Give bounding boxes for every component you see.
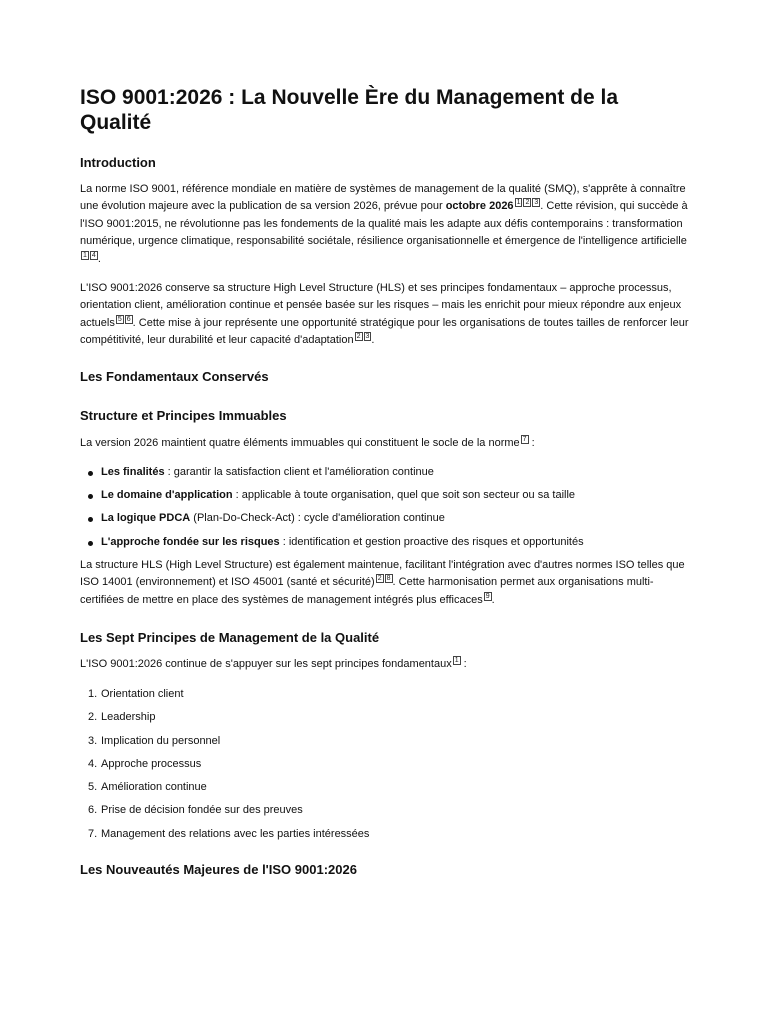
hls-text-continued: . Cette harmonisation permet aux organisations multi-certifiées de mettre en place des systèmes de management intégrés plus efficaces [80, 576, 654, 606]
structure-heading: Structure et Principes Immuables [80, 408, 287, 423]
list-item-text: Approche processus [101, 757, 202, 770]
list-item-term: La logique PDCA [101, 512, 191, 525]
intro-p1-text: La norme ISO 9001, référence mondiale en matière de systèmes de management de la qualité (SMQ), s'apprête à connaître une évolution majeure avec la publication de sa version 2026, prévue pour [80, 183, 686, 213]
list-item-term: L'approche fondée sur les risques [101, 535, 280, 548]
list-item-text: Prise de décision fondée sur des preuves [101, 804, 303, 817]
novelties-heading: Les Nouveautés Majeures de l'ISO 9001:2026 [80, 862, 357, 877]
citation-ref[interactable]: 3 [365, 333, 370, 341]
list-item [80, 756, 700, 779]
citation-ref[interactable]: 7 [522, 436, 527, 443]
citation-ref[interactable]: 1 [454, 657, 459, 664]
list-item-text: Implication du personnel [101, 734, 221, 747]
list-item-text: : identification et gestion proactive des risques et opportunités [279, 535, 584, 548]
immutable-elements-list [80, 464, 700, 557]
list-number: 5. [88, 781, 98, 794]
structure-intro [80, 435, 690, 452]
list-item-text: (Plan-Do-Check-Act) : cycle d'amélioration continue [190, 512, 445, 525]
principles-intro-end: : [460, 658, 467, 670]
citation-ref[interactable]: 2 [525, 199, 530, 207]
structure-intro-text: La version 2026 maintient quatre éléments immuables qui constituent le socle de la norme [80, 437, 520, 449]
list-item [80, 733, 700, 756]
list-number: 2. [88, 711, 98, 724]
list-number: 3. [88, 734, 98, 747]
fundamentals-heading: Les Fondamentaux Conservés [80, 369, 269, 384]
list-number: 6. [88, 804, 98, 817]
list-item [80, 510, 700, 533]
principles-intro [80, 656, 690, 673]
citation-ref[interactable]: 5 [117, 315, 122, 323]
introduction-heading: Introduction [80, 155, 156, 170]
principles-list [80, 686, 700, 849]
list-item-text: Orientation client [101, 688, 184, 700]
list-item [80, 686, 700, 709]
citation-ref[interactable]: 1 [83, 251, 87, 259]
principles-intro-text: L'ISO 9001:2026 continue de s'appuyer sur les sept principes fondamentaux [80, 658, 452, 670]
list-item [80, 802, 700, 825]
list-item-term: Le domaine d'application [101, 489, 233, 502]
list-item-text: : applicable à toute organisation, quel que soit son secteur ou sa taille [232, 489, 576, 502]
list-item-text: Amélioration continue [101, 781, 207, 794]
intro-p1-text-continued: . Cette révision, qui succède à l'ISO 9001:2015, ne révolutionne pas les fondements de la qualité mais les adapte aux défis contemporains : transformation numérique, urgence climatique, responsabilité sociétale, résilience organisationnelle et émergence de l'intelligence artificielle [80, 200, 688, 248]
hls-end: . [491, 593, 495, 606]
intro-p2-end: . [371, 334, 375, 347]
list-number: 1. [88, 688, 98, 700]
hls-text: La structure HLS (High Level Structure) est également maintenue, facilitant l'intégration avec d'autres normes ISO telles que ISO 14001 (environnement) et ISO 45001 (santé et sécurité) [80, 559, 685, 589]
citation-ref[interactable]: 3 [534, 199, 539, 207]
intro-p2-text: L'ISO 9001:2026 conserve sa structure High Level Structure (HLS) et ses principes fondamentaux – approche processus, orientation client, amélioration continue et pensée basée sur les risques – mais les enrichit pour mieux répondre aux enjeux actuels [80, 282, 682, 329]
citation-ref[interactable]: 8 [386, 575, 391, 583]
list-number: 4. [88, 757, 98, 770]
list-item-term: Les finalités [101, 466, 165, 478]
intro-paragraph-2 [80, 280, 690, 350]
list-number: 7. [88, 827, 98, 840]
list-item [80, 464, 700, 487]
list-item-text: Leadership [101, 711, 156, 724]
list-item [80, 487, 700, 510]
page-title: ISO 9001:2026 : La Nouvelle Ère du Management de la Qualité [80, 86, 619, 134]
intro-p1-bold-date: octobre 2026 [445, 200, 514, 213]
citation-ref[interactable]: 2 [377, 575, 382, 583]
list-item [80, 826, 700, 849]
intro-paragraph-1 [80, 181, 690, 268]
intro-p1-end: . [97, 252, 101, 265]
citation-ref[interactable]: 6 [126, 315, 131, 323]
citation-ref[interactable]: 2 [356, 333, 361, 341]
list-item [80, 709, 700, 732]
list-item-text: Management des relations avec les parties intéressées [101, 827, 370, 840]
hls-paragraph [80, 557, 690, 609]
list-item [80, 534, 700, 557]
principles-heading: Les Sept Principes de Management de la Qualité [80, 630, 380, 645]
list-item [80, 779, 700, 802]
structure-intro-end: : [528, 437, 535, 449]
list-item-text: : garantir la satisfaction client et l'amélioration continue [164, 466, 434, 478]
citation-ref[interactable]: 1 [516, 199, 521, 207]
intro-p2-text-continued: . Cette mise à jour représente une opportunité stratégique pour les organisations de toutes tailles de renforcer leur compétitivité, leur durabilité et leur capacité d'adaptation [80, 316, 689, 347]
citation-ref[interactable]: 4 [91, 251, 96, 259]
citation-ref[interactable]: 9 [485, 592, 490, 600]
